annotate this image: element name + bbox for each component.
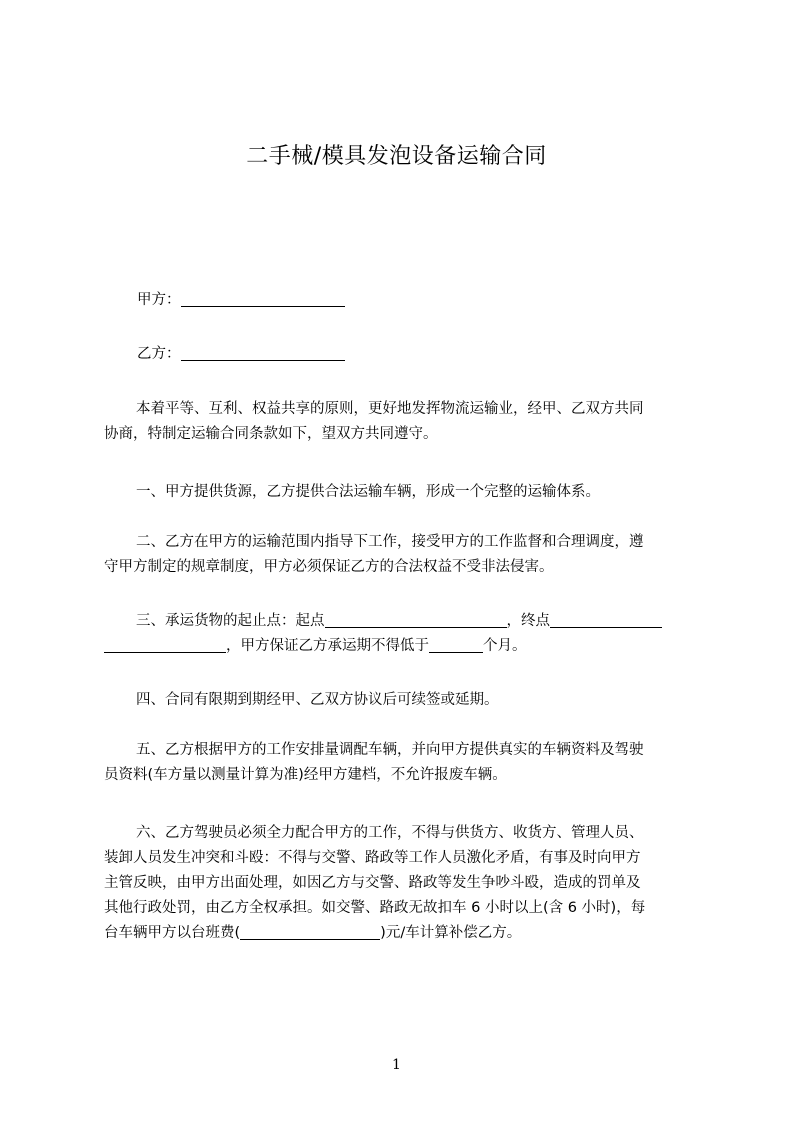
clause-6-text: 台车辆甲方以台班费( xyxy=(104,925,241,941)
party-b-line xyxy=(137,343,345,365)
destination-blank xyxy=(550,612,662,628)
clause-2-line: 二、乙方在甲方的运输范围内指导下工作，接受甲方的工作监督和合理调度，遵 xyxy=(136,534,644,550)
clause-6-line: 其他行政处罚，由乙方全权承担。如交警、路政无故扣车 6 小时以上(含 6 小时)，每 xyxy=(104,900,646,916)
clause-4 xyxy=(104,688,700,713)
intro-line: 本着平等、互利、权益共享的原则，更好地发挥物流运输业，经甲、乙双方共同 xyxy=(136,401,644,417)
shift-fee-blank xyxy=(240,924,380,940)
clause-4-line: 四、合同有限期到期经甲、乙双方协议后可续签或延期。 xyxy=(136,692,499,708)
clause-5-line: 员资料(车方量以测量计算为准)经甲方建档，不允许报废车辆。 xyxy=(104,767,507,783)
party-a-line xyxy=(137,289,345,311)
document-title: 二手械/模具发泡设备运输合同 xyxy=(246,144,547,169)
clause-3-line xyxy=(104,609,700,634)
clause-3-text: 个月。 xyxy=(483,638,527,654)
intro-line: 协商，特制定运输合同条款如下，望双方共同遵守。 xyxy=(104,426,438,442)
intro-paragraph xyxy=(104,397,700,447)
clause-6-line: 主管反映，由甲方出面处理，如因乙方与交警、路政等发生争吵斗殴，造成的罚单及 xyxy=(104,875,641,891)
page-number: 1 xyxy=(392,1057,401,1073)
clause-3-text: ，甲方保证乙方承运期不得低于 xyxy=(226,638,429,654)
party-a-blank xyxy=(181,291,345,307)
destination-blank-continued xyxy=(104,637,226,653)
party-a-label: 甲方： xyxy=(137,292,181,308)
clause-2 xyxy=(104,530,700,580)
months-blank xyxy=(429,637,483,653)
clause-6-text: )元/车计算补偿乙方。 xyxy=(380,925,522,941)
clause-1-line: 一、甲方提供货源，乙方提供合法运输车辆，形成一个完整的运输体系。 xyxy=(136,484,600,500)
clause-2-line: 守甲方制定的规章制度，甲方必须保证乙方的合法权益不受非法侵害。 xyxy=(104,559,554,575)
origin-blank xyxy=(325,612,507,628)
clause-6 xyxy=(104,821,700,946)
party-b-label: 乙方： xyxy=(137,346,181,362)
clause-3-text: 三、承运货物的起止点：起点 xyxy=(136,613,325,629)
clause-5 xyxy=(104,738,700,788)
clause-6-line: 装卸人员发生冲突和斗殴：不得与交警、路政等工作人员激化矛盾，有事及时向甲方 xyxy=(104,850,641,866)
clause-3-text: ，终点 xyxy=(506,613,550,629)
clause-5-line: 五、乙方根据甲方的工作安排量调配车辆，并向甲方提供真实的车辆资料及驾驶 xyxy=(136,742,644,758)
clause-6-line: 六、乙方驾驶员必须全力配合甲方的工作，不得与供货方、收货方、管理人员、 xyxy=(136,825,644,841)
clause-3 xyxy=(104,609,700,659)
clause-6-line xyxy=(104,921,700,946)
party-b-blank xyxy=(181,345,345,361)
clause-1 xyxy=(104,480,700,505)
clause-3-line xyxy=(104,634,700,659)
